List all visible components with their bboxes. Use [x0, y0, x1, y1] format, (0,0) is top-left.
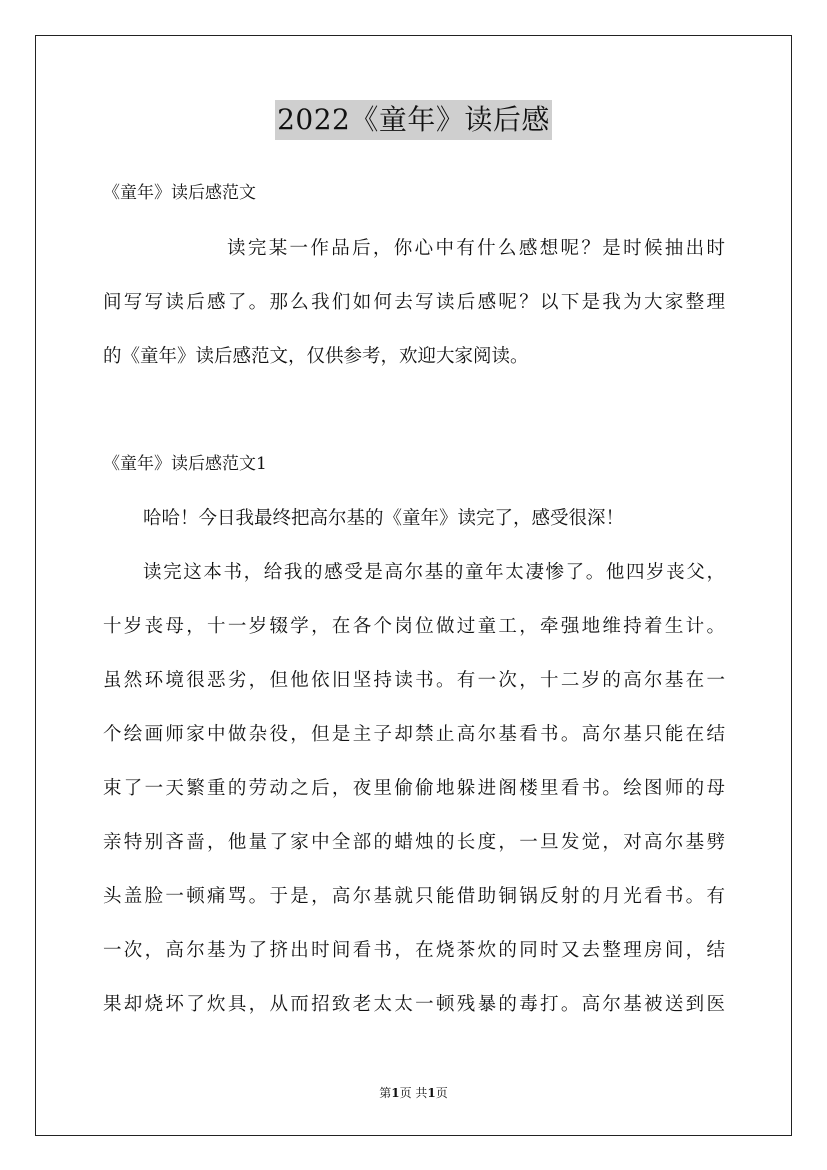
paragraph-2-line-9: 果却烧坏了炊具，从而招致老太太一顿残暴的毒打。高尔基被送到医 [103, 994, 725, 1015]
section-heading: 《童年》读后感范文 [103, 183, 256, 203]
title-container [0, 100, 827, 140]
page-footer [0, 1085, 827, 1101]
paragraph-2-line-8: 一次，高尔基为了挤出时间看书，在烧茶炊的同时又去整理房间，结 [103, 940, 725, 961]
footer-prefix: 第 [379, 1086, 392, 1100]
paragraph-2-line-3: 虽然环境很恶劣，但他依旧坚持读书。有一次，十二岁的高尔基在一 [103, 670, 725, 691]
intro-line-1: 读完某一作品后，你心中有什么感想呢？是时候抽出时 [227, 238, 725, 259]
essay-heading: 《童年》读后感范文1 [103, 454, 267, 474]
paragraph-1: 哈哈！今日我最终把高尔基的《童年》读完了，感受很深！ [143, 508, 625, 529]
intro-line-2: 间写写读后感了。那么我们如何去写读后感呢？以下是我为大家整理 [103, 292, 725, 313]
paragraph-2-line-2: 十岁丧母，十一岁辍学，在各个岗位做过童工，牵强地维持着生计。 [103, 616, 725, 637]
intro-line-3: 的《童年》读后感范文，仅供参考，欢迎大家阅读。 [103, 346, 529, 367]
document-title: 2022《童年》读后感 [275, 100, 552, 140]
footer-current-page: 1 [391, 1086, 400, 1100]
paragraph-2-line-1: 读完这本书，给我的感受是高尔基的童年太凄惨了。他四岁丧父， [143, 562, 725, 583]
paragraph-2-line-7: 头盖脸一顿痛骂。于是，高尔基就只能借助铜锅反射的月光看书。有 [103, 886, 725, 907]
paragraph-2-line-5: 束了一天繁重的劳动之后，夜里偷偷地躲进阁楼里看书。绘图师的母 [103, 778, 725, 799]
paragraph-2-line-6: 亲特别吝啬，他量了家中全部的蜡烛的长度，一旦发觉，对高尔基劈 [103, 832, 725, 853]
footer-total-pages: 1 [427, 1086, 436, 1100]
footer-suffix: 页 [435, 1086, 448, 1100]
paragraph-2-line-4: 个绘画师家中做杂役，但是主子却禁止高尔基看书。高尔基只能在结 [103, 724, 725, 745]
footer-mid: 页 共 [399, 1086, 428, 1100]
